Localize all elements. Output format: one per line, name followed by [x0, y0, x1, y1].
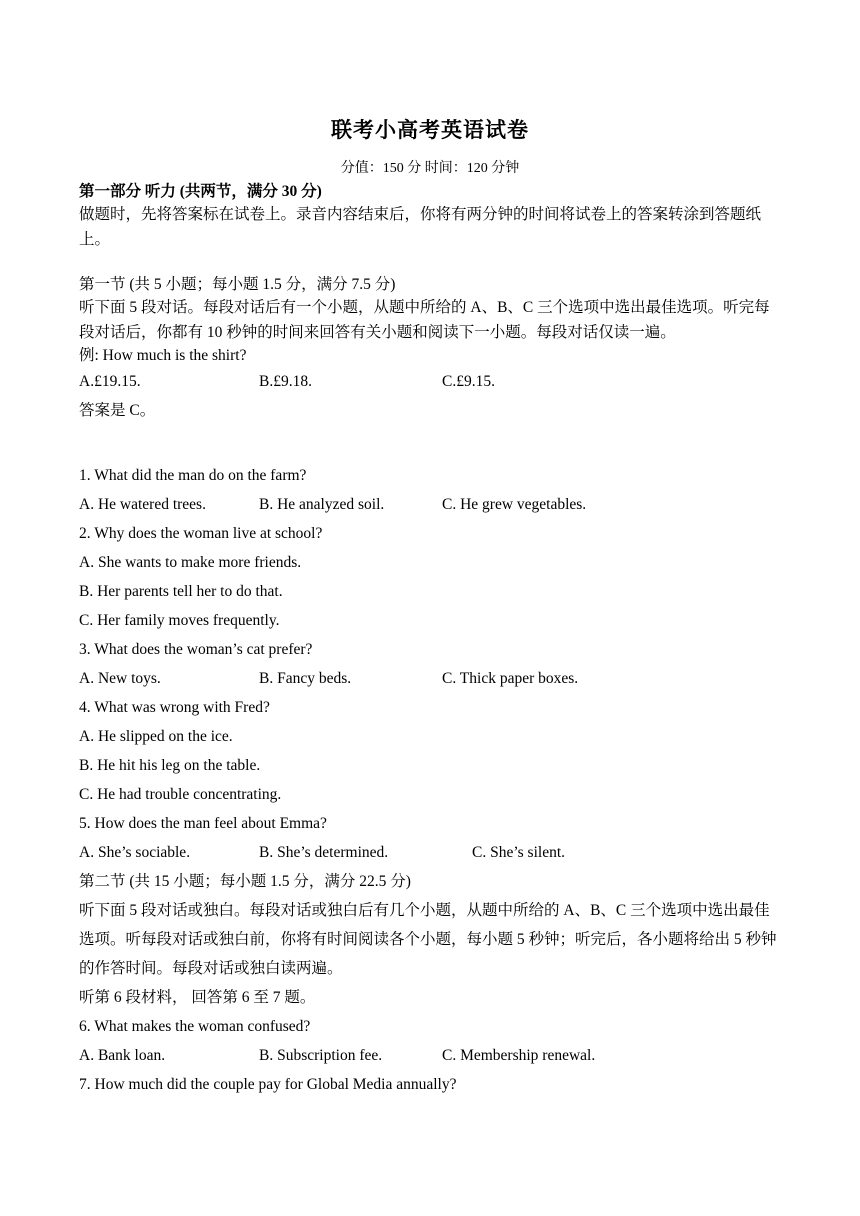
- material-6-note: 听第 6 段材料， 回答第 6 至 7 题。: [79, 989, 316, 1006]
- question-3-options: [79, 664, 784, 693]
- question-5-options: [79, 838, 784, 867]
- q3-option-b: B. Fancy beds.: [259, 670, 352, 687]
- q4-option-b: B. He hit his leg on the table.: [79, 757, 261, 774]
- q2-option-b: B. Her parents tell her to do that.: [79, 583, 283, 600]
- part1-heading: 第一部分 听力 (共两节，满分 30 分): [79, 183, 322, 200]
- section1-instruction: 听下面 5 段对话。每段对话后有一个小题，从题中所给的 A、B、C 三个选项中选出最佳选项。听完每段对话后，你都有 10 秒钟的时间来回答有关小题和阅读下一小题。每段对话仅读一遍。: [79, 299, 770, 341]
- q1-option-b: B. He analyzed soil.: [259, 496, 385, 513]
- page-title: 联考小高考英语试卷: [331, 118, 529, 142]
- part1-instruction: 做题时，先将答案标在试卷上。录音内容结束后，你将有两分钟的时间将试卷上的答案转涂到答题纸上。: [79, 206, 762, 248]
- score-time-info: 分值：150 分 时间：120 分钟: [340, 161, 520, 176]
- section1-heading: 第一节 (共 5 小题；每小题 1.5 分，满分 7.5 分): [79, 276, 396, 293]
- q1-option-c: C. He grew vegetables.: [442, 496, 587, 513]
- q3-option-a: A. New toys.: [79, 670, 161, 687]
- q4-option-a: A. He slipped on the ice.: [79, 728, 233, 745]
- question-3: 3. What does the woman’s cat prefer?: [79, 641, 313, 658]
- q6-option-a: A. Bank loan.: [79, 1047, 166, 1064]
- question-6: 6. What makes the woman confused?: [79, 1018, 311, 1035]
- q3-option-c: C. Thick paper boxes.: [442, 670, 579, 687]
- exam-content: [79, 181, 784, 1099]
- example-option-c: C.£9.15.: [442, 373, 495, 390]
- example-options: [79, 367, 784, 396]
- question-2: 2. Why does the woman live at school?: [79, 525, 323, 542]
- q5-option-b: B. She’s determined.: [259, 844, 389, 861]
- question-1: 1. What did the man do on the farm?: [79, 467, 307, 484]
- question-1-options: [79, 490, 784, 519]
- q2-option-c: C. Her family moves frequently.: [79, 612, 280, 629]
- question-4: 4. What was wrong with Fred?: [79, 699, 270, 716]
- q4-option-c: C. He had trouble concentrating.: [79, 786, 282, 803]
- question-7: 7. How much did the couple pay for Global Media annually?: [79, 1076, 457, 1093]
- example-option-a: A.£19.15.: [79, 373, 141, 390]
- question-5: 5. How does the man feel about Emma?: [79, 815, 327, 832]
- q6-option-c: C. Membership renewal.: [442, 1047, 596, 1064]
- q6-option-b: B. Subscription fee.: [259, 1047, 383, 1064]
- section2-heading: 第二节 (共 15 小题；每小题 1.5 分，满分 22.5 分): [79, 873, 411, 890]
- section2-instruction: 听下面 5 段对话或独白。每段对话或独白后有几个小题，从题中所给的 A、B、C 三个选项中选出最佳选项。听每段对话或独白前，你将有时间阅读各个小题，每小题 5 秒钟；听完后，各小题将给出 5 秒钟的作答时间。每段对话或独白读两遍。: [79, 902, 777, 977]
- q1-option-a: A. He watered trees.: [79, 496, 206, 513]
- question-6-options: [79, 1041, 784, 1070]
- example-answer: 答案是 C。: [79, 402, 156, 419]
- q5-option-a: A. She’s sociable.: [79, 844, 191, 861]
- q2-option-a: A. She wants to make more friends.: [79, 554, 302, 571]
- q5-option-c: C. She’s silent.: [472, 844, 566, 861]
- example-question: 例: How much is the shirt?: [79, 347, 247, 364]
- example-option-b: B.£9.18.: [259, 373, 312, 390]
